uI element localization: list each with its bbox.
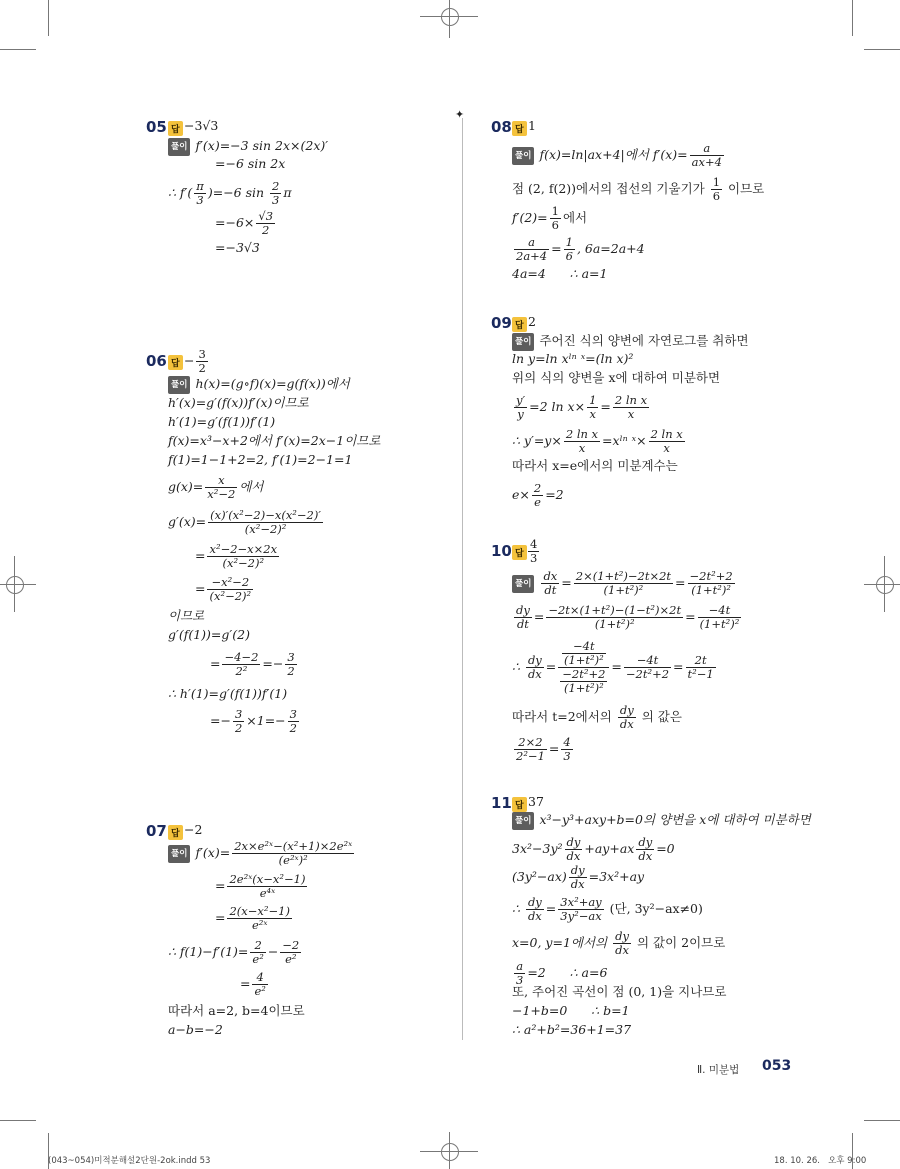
- math-line: $\frac{2\times 2}{\text{2²−1}}$ = $\frac{4}{3}$: [516, 735, 571, 763]
- column-divider: [462, 118, 463, 1040]
- solution-tag: 풀이: [512, 575, 534, 593]
- answer-value: $\frac{4}{3}$: [530, 537, 538, 565]
- registration-mark: [884, 556, 885, 612]
- math-line: ∴ y′=y× $\frac{\text{2 ln x}}{x}$ =xˡⁿ ˣ× $\frac{\text{2 ln x}}{x}$: [512, 427, 683, 455]
- math-line: a−b=−2: [168, 1022, 223, 1037]
- solution-tag: 풀이: [512, 812, 534, 830]
- solution-tag: 풀이: [168, 138, 190, 156]
- math-line: =− $\frac{3}{2}$ ×1=− $\frac{3}{2}$: [210, 707, 297, 735]
- math-line: = $\frac{-4-2}{\text{2²}}$ =− $\frac{3}{2}$: [210, 650, 295, 678]
- math-line: g′(f(1))=g′(2): [168, 627, 250, 642]
- section-label: Ⅱ. 미분법: [697, 1064, 740, 1076]
- math-line: ∴ f(1)−f′(1)= $\frac{2}{\text{e²}}$ − $\frac{-2}{\text{e²}}$: [168, 938, 300, 966]
- math-line: 풀이 f(x)=ln|ax+4|에서 f′(x)= $\frac{a}{ax+4}$: [512, 142, 726, 169]
- math-line: f(1)=1−1+2=2, f′(1)=2−1=1: [168, 452, 353, 467]
- solution-tag: 풀이: [168, 376, 190, 394]
- math-line: =−6 sin 2x: [215, 156, 286, 171]
- math-line: 풀이 $\frac{dx}{dt}$ = $\frac{\text{2×(1+t²)−2t×2t}}{\text{(1+t²)²}}$ = $\frac{\text{−2t²+2}}{\text{(1+t²)²}}$: [512, 570, 737, 597]
- math-line: $\frac{y'}{y}$ =2 ln x× $\frac{1}{x}$ = $\frac{\text{2 ln x}}{x}$: [516, 393, 648, 421]
- solution-tag: 풀이: [512, 147, 534, 165]
- print-file-info: (043~054)미적분해설2단원-2ok.indd 53: [48, 1156, 211, 1166]
- math-line: (3y²−ax) $\frac{dy}{dx}$ =3x²+ay: [512, 863, 645, 891]
- math-line: 3x²−3y² $\frac{dy}{dx}$ +ay+ax $\frac{dy}{dx}$ =0: [512, 835, 675, 863]
- problem-number: 11: [491, 794, 512, 812]
- crop-mark: [0, 1120, 36, 1121]
- math-line: −1+b=0 ∴ b=1: [512, 1003, 630, 1018]
- registration-mark: [441, 8, 459, 26]
- registration-mark: [876, 576, 894, 594]
- problem-number: 10: [491, 542, 512, 560]
- math-line: = $\frac{\text{2e²ˣ(x−x²−1)}}{\text{e⁴ˣ}}$: [215, 872, 306, 900]
- math-line: ln y=ln xˡⁿ ˣ=(ln x)²: [512, 351, 634, 366]
- answer-value: −3√3: [184, 118, 219, 133]
- answer-tag: 답: [512, 317, 527, 332]
- answer-tag: 답: [168, 121, 183, 136]
- math-line: f′(x)=−3 sin 2x×(2x)′: [195, 138, 329, 153]
- math-line: = $\frac{\text{x²−2−x×2x}}{\text{(x²−2)²}}$: [195, 542, 278, 570]
- math-line: 이므로: [168, 608, 205, 623]
- registration-mark: [449, 0, 450, 38]
- registration-mark: [0, 584, 36, 585]
- math-line: g(x)= $\frac{x}{\text{x²−2}}$ 에서: [168, 473, 264, 501]
- math-line: $\frac{a}{2a+4}$ = $\frac{1}{6}$ , 6a=2a+4: [516, 235, 645, 263]
- registration-mark: [864, 584, 900, 585]
- crop-mark: [852, 0, 853, 36]
- math-line: $\frac{dy}{dt}$ = $\frac{\text{−2t×(1+t²)−(1−t²)×2t}}{\text{(1+t²)²}}$ = $\frac{-4t}{\text{(1+t²)²}}$: [516, 603, 740, 631]
- math-line: ∴ $\frac{dy}{dx}$ = $\frac{\frac{-4t}{\text{(1+t²)²}}}{\frac{\text{−2t²+2}}{\text{(1+t²)²}}}$ = $\frac{-4t}{\text{−2t²+2}}$ = $\frac{2t}{\text{t²−1}}$: [512, 639, 714, 695]
- text-line: 또, 주어진 곡선이 점 (0, 1)을 지나므로: [512, 984, 727, 999]
- answer-tag: 답: [512, 121, 527, 136]
- math-line: g′(x)= $\frac{\text{(x)′(x²−2)−x(x²−2)′}}{\text{(x²−2)²}}$: [168, 508, 321, 536]
- answer-value: 1: [528, 118, 536, 133]
- answer-value: −2: [184, 822, 203, 837]
- solution-tag: 풀이: [512, 333, 534, 351]
- text-line: 따라서 x=e에서의 미분계수는: [512, 458, 678, 473]
- text-line: x=0, y=1에서의 $\frac{dy}{dx}$ 의 값이 2이므로: [512, 929, 726, 957]
- math-line: h′(x)=g′(f(x))f′(x)이므로: [168, 395, 309, 410]
- math-line: = $\frac{\text{−x²−2}}{\text{(x²−2)²}}$: [195, 575, 252, 603]
- registration-mark: [449, 1132, 450, 1169]
- math-line: = $\frac{4}{\text{e²}}$: [240, 970, 266, 998]
- text-line: 주어진 식의 양변에 자연로그를 취하면: [539, 333, 749, 348]
- crop-mark: [864, 1120, 900, 1121]
- math-line: f′(2)= $\frac{1}{6}$ 에서: [512, 204, 588, 232]
- page-number: 053: [762, 1058, 792, 1074]
- math-line: = $\frac{\text{2(x−x²−1)}}{\text{e²ˣ}}$: [215, 904, 290, 932]
- registration-mark: [6, 576, 24, 594]
- problem-number: 06: [146, 352, 167, 370]
- math-line: =−6× $\frac{√3}{2}$: [215, 209, 274, 237]
- math-line: x³−y³+axy+b=0의 양변을 x에 대하여 미분하면: [539, 812, 811, 827]
- answer-tag: 답: [168, 825, 183, 840]
- answer-tag: 답: [512, 797, 527, 812]
- text-line: 따라서 t=2에서의 $\frac{dy}{dx}$ 의 값은: [512, 703, 682, 731]
- text-line: 점 (2, f(2))에서의 접선의 기울기가 $\frac{1}{6}$ 이므로: [512, 175, 765, 203]
- math-line: ∴ a²+b²=36+1=37: [512, 1022, 632, 1037]
- text-line: 따라서 a=2, b=4이므로: [168, 1003, 305, 1018]
- crop-mark: [48, 0, 49, 36]
- print-timestamp: 18. 10. 26. 오후 9:00: [774, 1156, 867, 1166]
- answer-tag: 답: [168, 355, 183, 370]
- math-line: =−3√3: [215, 240, 260, 255]
- math-line: 4a=4 ∴ a=1: [512, 266, 608, 281]
- math-line: ∴ h′(1)=g′(f(1))f′(1): [168, 686, 288, 701]
- registration-mark: [441, 1143, 459, 1161]
- math-line: ∴ $\frac{dy}{dx}$ = $\frac{\text{3x²+ay}}{\text{3y²−ax}}$ (단, 3y²−ax≠0): [512, 895, 703, 923]
- answer-value: 37: [528, 794, 544, 809]
- answer-value: − $\frac{3}{2}$: [184, 347, 206, 375]
- math-line: ∴ f′( $\frac{\pi}{3}$ )=−6 sin $\frac{2}{3}$ π: [168, 179, 292, 207]
- divider-ornament-icon: ✦: [455, 108, 465, 121]
- problem-number: 07: [146, 822, 167, 840]
- crop-mark: [0, 49, 36, 50]
- solution-tag: 풀이: [168, 845, 190, 863]
- registration-mark: [14, 556, 15, 612]
- math-line: h′(1)=g′(f(1))f′(1): [168, 414, 276, 429]
- answer-value: 2: [528, 314, 536, 329]
- problem-number: 05: [146, 118, 167, 136]
- math-line: f(x)=x³−x+2에서 f′(x)=2x−1이므로: [168, 433, 381, 448]
- problem-number: 09: [491, 314, 512, 332]
- math-line: h(x)=(g∘f)(x)=g(f(x))에서: [195, 376, 350, 391]
- problem-number: 08: [491, 118, 512, 136]
- math-line: 풀이 f′(x)= $\frac{\text{2x×e²ˣ−(x²+1)×2e²ˣ}}{\text{(e²ˣ)²}}$: [168, 840, 356, 867]
- math-line: e× $\frac{2}{e}$ =2: [512, 481, 564, 509]
- answer-tag: 답: [512, 545, 527, 560]
- crop-mark: [864, 49, 900, 50]
- math-line: $\frac{a}{3}$ =2 ∴ a=6: [516, 959, 608, 987]
- text-line: 위의 식의 양변을 x에 대하여 미분하면: [512, 370, 721, 385]
